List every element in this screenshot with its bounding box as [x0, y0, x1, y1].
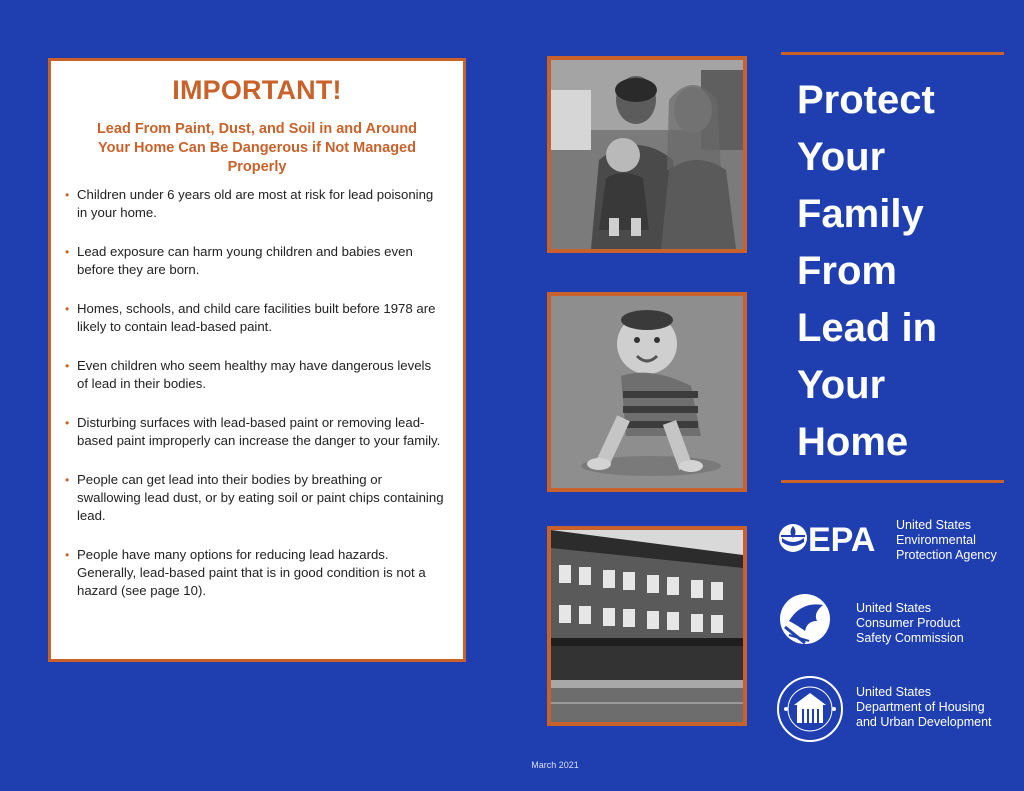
hud-seal — [776, 675, 844, 743]
bullet-item: • People can get lead into their bodies by breathing or swallowing lead dust, or by eating soil or paint chips containing lead. — [65, 471, 445, 525]
publication-date: March 2021 — [531, 760, 579, 770]
bullet-item: • Homes, schools, and child care facilities built before 1978 are likely to contain lead-based paint. — [65, 300, 445, 336]
title-line: Protect — [797, 78, 935, 122]
hud-agency-name — [856, 685, 992, 730]
agency-line: Safety Commission — [856, 631, 964, 645]
title-line: Your — [797, 363, 886, 407]
epa-logo — [778, 518, 888, 558]
bullet-item: • Disturbing surfaces with lead-based paint or removing lead-based paint improperly can increase the danger to your family. — [65, 414, 445, 450]
bullet-item: • Children under 6 years old are most at risk for lead poisoning in your home. — [65, 186, 445, 222]
top-divider — [781, 52, 1004, 55]
agency-line: United States — [856, 685, 932, 699]
agency-line: United States — [896, 518, 972, 532]
agency-line: Consumer Product — [856, 616, 961, 630]
epa-flower-icon — [778, 518, 888, 558]
panel-title: IMPORTANT! — [172, 75, 342, 105]
epa-agency-name — [896, 518, 997, 563]
main-title — [797, 72, 1017, 471]
title-line: Lead in — [797, 306, 938, 350]
agency-line: Department of Housing — [856, 700, 985, 714]
row-houses-photo — [547, 526, 747, 726]
title-line: Family — [797, 192, 924, 236]
family-photo — [547, 56, 747, 253]
agency-line: Environmental — [896, 533, 976, 547]
title-line: Home — [797, 420, 909, 464]
bullet-item: • Lead exposure can harm young children and babies even before they are born. — [65, 243, 445, 279]
panel-subtitle: Lead From Paint, Dust, and Soil in and Around Your Home Can Be Dangerous if Not Managed Properly — [96, 121, 418, 175]
agency-line: and Urban Development — [856, 715, 992, 729]
bullet-item: • People have many options for reducing lead hazards. Generally, lead-based paint that is in good condition is not a hazard (see page 10). — [65, 546, 445, 600]
bullet-list — [51, 186, 463, 600]
cpsc-agency-name — [856, 601, 964, 646]
cpsc-logo — [779, 591, 831, 647]
baby-photo — [547, 292, 747, 492]
agency-line: United States — [856, 601, 932, 615]
cpsc-eagle-icon — [779, 591, 831, 647]
agency-line: Protection Agency — [896, 548, 997, 562]
hud-house-icon — [776, 675, 844, 743]
important-panel — [48, 58, 466, 662]
bottom-divider — [781, 480, 1004, 483]
title-line: From — [797, 249, 897, 293]
epa-logo-text: EPA — [808, 521, 876, 558]
bullet-item: • Even children who seem healthy may have dangerous levels of lead in their bodies. — [65, 357, 445, 393]
title-line: Your — [797, 135, 886, 179]
